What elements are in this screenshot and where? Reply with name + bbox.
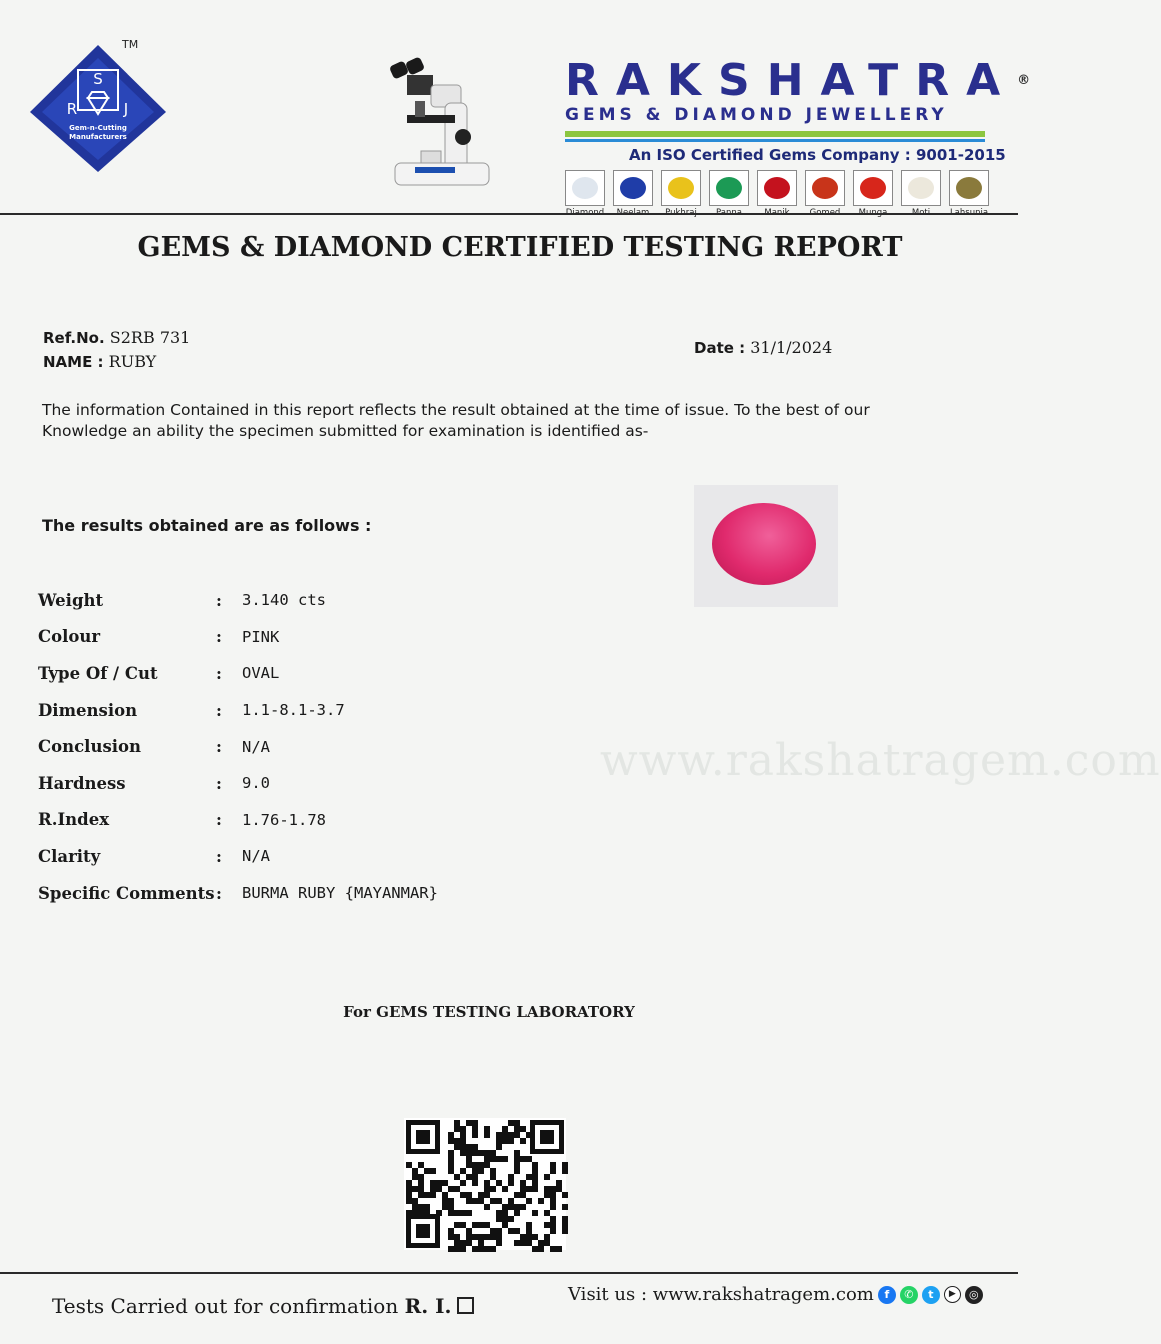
srj-logo — [26, 40, 176, 180]
brand-rule-green — [565, 131, 985, 137]
qr-code-icon[interactable] — [404, 1118, 566, 1250]
logo-letter-r: R — [66, 100, 78, 118]
brand-subtitle: GEMS & DIAMOND JEWELLERY — [565, 105, 948, 125]
reference-block — [43, 326, 190, 374]
result-row-rindex: R.Index : 1.76-1.78 — [38, 810, 326, 830]
gem-gomed — [805, 170, 845, 218]
result-row-conclusion: Conclusion : N/A — [38, 737, 270, 757]
gem-munga — [853, 170, 893, 218]
gem-photo — [694, 485, 838, 607]
registered-mark: ® — [1017, 73, 1031, 88]
microscope-icon — [385, 55, 500, 190]
instagram-icon[interactable]: ◎ — [965, 1286, 983, 1304]
result-row-hardness: Hardness : 9.0 — [38, 773, 270, 793]
date-value: 31/1/2024 — [750, 338, 833, 357]
name-value: RUBY — [108, 352, 157, 371]
gem-strip — [565, 170, 1005, 218]
logo-tagline-1: Gem-n-Cutting — [69, 124, 127, 132]
result-row-colour: Colour : PINK — [38, 627, 280, 647]
name-label: NAME : — [43, 353, 104, 371]
logo-tagline-2: Manufacturers — [69, 133, 127, 141]
footer-divider — [0, 1272, 1018, 1274]
ref-label: Ref.No. — [43, 329, 105, 347]
logo-tm: TM — [122, 38, 139, 51]
brand-rule-blue — [565, 139, 985, 142]
lab-signature-line: For GEMS TESTING LABORATORY — [343, 1003, 635, 1021]
result-row-weight: Weight : 3.140 cts — [38, 590, 326, 610]
ref-value: S2RB 731 — [109, 328, 191, 347]
footer-confirmation — [52, 1294, 474, 1318]
gem-neelam — [613, 170, 653, 218]
youtube-icon[interactable]: ▶ — [944, 1286, 961, 1303]
date-block — [694, 338, 832, 357]
gem-panna — [709, 170, 749, 218]
footer-website[interactable]: Visit us : www.rakshatragem.com — [568, 1284, 874, 1305]
brand-block — [565, 55, 1031, 218]
whatsapp-icon[interactable]: ✆ — [900, 1286, 918, 1304]
ri-checkbox[interactable] — [457, 1297, 474, 1314]
ruby-stone — [712, 503, 816, 585]
report-title: GEMS & DIAMOND CERTIFIED TESTING REPORT — [137, 232, 903, 263]
brand-name: RAKSHATRA® — [565, 55, 1031, 106]
date-label: Date : — [694, 339, 746, 357]
result-row-cut: Type Of / Cut : OVAL — [38, 663, 280, 683]
logo-letter-s: S — [93, 70, 103, 88]
intro-text: The information Contained in this report reflects the result obtained at the time of issue. To the best of our Knowledge an ability the specimen submitted for examination is identified as- — [42, 401, 870, 440]
gem-lahsunia — [949, 170, 989, 218]
logo-letter-j: J — [123, 100, 129, 118]
results-table — [38, 582, 438, 911]
gem-manik — [757, 170, 797, 218]
footer-visit — [568, 1284, 983, 1305]
result-row-comments: Specific Comments : BURMA RUBY {MAYANMAR} — [38, 883, 438, 903]
facebook-icon[interactable]: f — [878, 1286, 896, 1304]
footer-ri: R. I. — [404, 1294, 452, 1318]
result-row-clarity: Clarity : N/A — [38, 846, 270, 866]
gem-diamond — [565, 170, 605, 218]
gem-moti — [901, 170, 941, 218]
gem-pukhraj — [661, 170, 701, 218]
footer-confirmation-text: Tests Carried out for confirmation — [52, 1294, 399, 1318]
watermark: www.rakshatragem.com — [600, 735, 1161, 786]
twitter-icon[interactable]: t — [922, 1286, 940, 1304]
results-heading: The results obtained are as follows : — [42, 516, 372, 535]
result-row-dimension: Dimension : 1.1-8.1-3.7 — [38, 700, 345, 720]
iso-certified-line: An ISO Certified Gems Company : 9001-2015 — [629, 146, 1006, 164]
header-divider — [0, 213, 1018, 215]
